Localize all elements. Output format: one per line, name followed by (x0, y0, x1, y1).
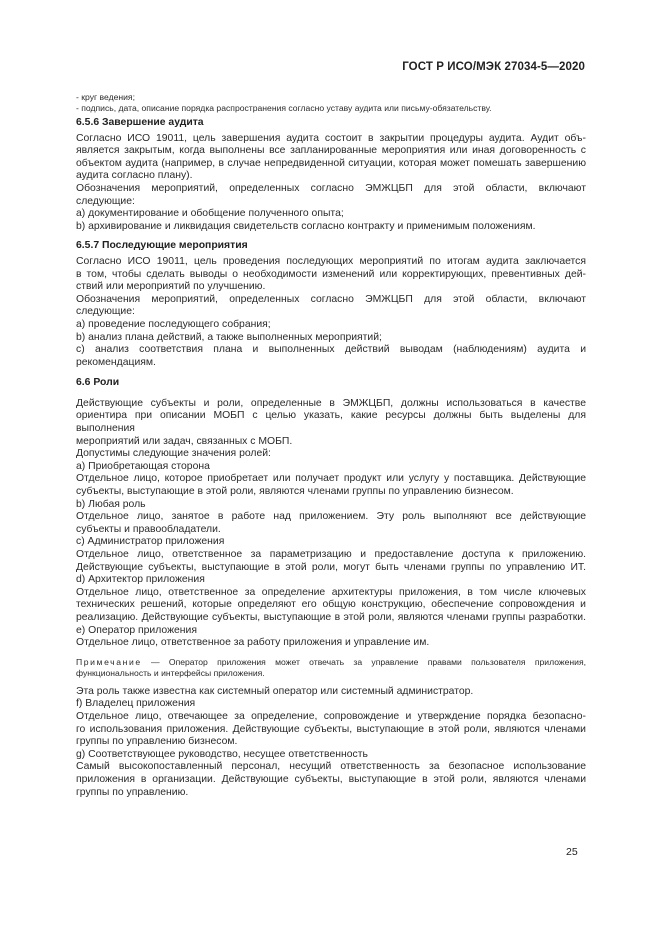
list-item: b) архивирование и ликвидация свидетельств согласно контракту и применимым положениям. (76, 220, 536, 232)
paragraph-line: го использования приложения. Действующие субъекты, выступающие в этой роли, являются членами (76, 723, 586, 735)
list-item: - подпись, дата, описание порядка распространения согласно уставу аудита или письму-обязательству. (76, 103, 492, 113)
list-item: c) анализ соответствия плана и выполненных действий выводам (наблюдениям) аудита и (76, 344, 586, 356)
list-item: b) анализ плана действий, а также выполненных мероприятий; (76, 331, 382, 343)
list-item: a) документирование и обобщение полученного опыта; (76, 208, 344, 220)
note (76, 657, 586, 668)
role-title: b) Любая роль (76, 498, 146, 510)
paragraph-line: Обозначения мероприятий, определенных согласно ЭМЖЦБП для этой области, включают (76, 182, 586, 194)
page-number: 25 (566, 846, 578, 858)
section-heading-6-5-7: 6.5.7 Последующие мероприятия (76, 240, 248, 252)
role-title: d) Архитектор приложения (76, 574, 205, 586)
page-body (76, 92, 586, 799)
paragraph-line: Отдельное лицо, которое приобретает или получает продукт или услугу у поставщика. Действующие (76, 473, 586, 485)
paragraph-line: Отдельное лицо, ответственное за определение архитектуры приложения, в том числе ключевых (76, 586, 586, 598)
role-title: f) Владелец приложения (76, 698, 196, 710)
paragraph-line: Согласно ИСО 19011, цель проведения последующих мероприятий по итогам аудита заключается (76, 255, 586, 267)
section-heading-6-6: 6.6 Роли (76, 377, 120, 389)
paragraph-line: Отдельное лицо, отвечающее за определение, сопровождение и утверждение порядка безопасно- (76, 710, 586, 722)
paragraph-line: приложения в организации. Действующие субъекты, выступающие в этой роли, являются членами (76, 773, 586, 785)
list-item: рекомендациям. (76, 356, 156, 368)
list-item: - круг ведения; (76, 92, 135, 102)
paragraph-line: Эта роль также известна как системный оператор или системный администратор. (76, 685, 474, 697)
section-heading-6-5-6: 6.5.6 Завершение аудита (76, 117, 204, 128)
paragraph-line: Отдельное лицо, занятое в работе над приложением. Эту роль выполняют все действующие (76, 511, 586, 523)
paragraph-line: технических решений, которые определяют его общую конструкцию, обеспечение сопровождения и (76, 599, 586, 611)
list-item: a) проведение последующего собрания; (76, 318, 271, 330)
paragraph-line: мероприятий или задач, связанных с МОБП. (76, 435, 293, 447)
paragraph-line: ориентира при описании МОБП с целью указать, какие ресурсы должны быть выделены для выполнения (76, 410, 586, 435)
paragraph-line: Действующие субъекты и роли, определенные в ЭМЖЦБП, должны использоваться в качестве (76, 397, 586, 409)
paragraph-line: в том, чтобы сделать выводы о необходимости изменений или корректирующих, превентивных дей- (76, 268, 586, 280)
paragraph-line: Самый высокопоставленный персонал, несущий ответственность за безопасное использование (76, 761, 586, 773)
paragraph-line: ствий или мероприятий по улучшению. (76, 281, 266, 293)
paragraph-line: субъекты, выступающие в этой роли, являются членами группы по управлению бизнесом. (76, 486, 514, 498)
role-title: g) Соответствующее руководство, несущее ответственность (76, 748, 368, 760)
paragraph-line: субъекты и правообладатели. (76, 523, 221, 535)
note-text: — Оператор приложения может отвечать за управление правами пользователя приложения, (141, 656, 586, 667)
role-title: a) Приобретающая сторона (76, 460, 210, 472)
paragraph-line: реализацию. Действующие субъекты, выступающие в этой роли, являются членами группы разработки. (76, 611, 586, 623)
paragraph-line: следующие: (76, 306, 135, 318)
note-text: функциональность и интерфейсы приложения. (76, 667, 265, 678)
paragraph-line: Допустимы следующие значения ролей: (76, 448, 271, 460)
paragraph-line: группы по управлению бизнесом. (76, 736, 238, 748)
role-title: e) Оператор приложения (76, 624, 197, 636)
paragraph-line: Отдельное лицо, ответственное за работу приложения и управление им. (76, 637, 430, 649)
paragraph-line: аудита согласно плану). (76, 170, 193, 182)
paragraph-line: Обозначения мероприятий, определенных согласно ЭМЖЦБП для этой области, включают (76, 293, 586, 305)
paragraph-line: следующие: (76, 195, 135, 207)
paragraph-line: Согласно ИСО 19011, цель завершения аудита состоит в закрытии процедуры аудита. Аудит объ- (76, 132, 586, 144)
role-title: c) Администратор приложения (76, 536, 225, 548)
paragraph-line: Действующие субъекты, выступающие в этой роли, могут быть членами группы по управлению ИТ. (76, 561, 586, 573)
paragraph-line: является закрытым, когда выполнены все запланированные мероприятия или иная договоренность с (76, 145, 586, 157)
paragraph-line: группы по управлению. (76, 786, 189, 798)
paragraph-line: объектом аудита (например, в случае непредвиденной ситуации, которая может помешать завершению (76, 157, 586, 169)
paragraph-line: Отдельное лицо, ответственное за параметризацию и предоставление доступа к приложению. (76, 549, 586, 560)
document-header: ГОСТ Р ИСО/МЭК 27034-5—2020 (402, 61, 585, 73)
note-label: Примечание (76, 656, 142, 667)
